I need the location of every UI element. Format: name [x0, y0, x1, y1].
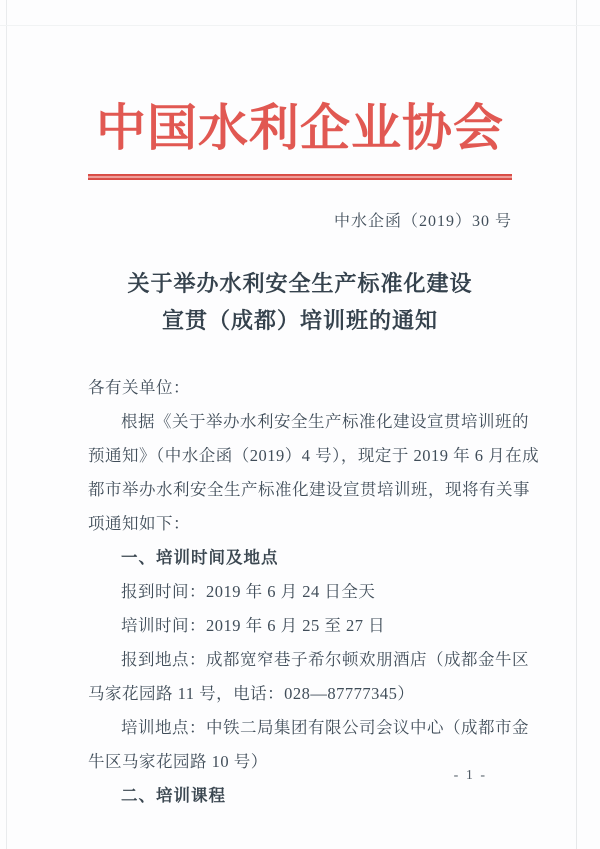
intro-paragraph-line: 预通知》（中水企函（2019）4 号），现定于 2019 年 6 月在成 [88, 446, 540, 465]
document-title-line1: 关于举办水利安全生产标准化建设 [127, 271, 473, 296]
organization-name: 中国水利企业协会 [96, 100, 504, 156]
document-body [88, 371, 540, 813]
intro-paragraph-line: 项通知如下： [88, 514, 190, 533]
scan-edge-left [6, 0, 7, 849]
detail-line-checkin-place-cont: 马家花园路 11 号，电话：028—87777345） [88, 684, 415, 703]
detail-line-training-place-cont: 牛区马家花园路 10 号） [88, 752, 268, 771]
intro-paragraph-line: 都市举办水利安全生产标准化建设宣贯培训班，现将有关事 [88, 480, 530, 499]
document-content [88, 0, 540, 813]
scan-edge-right [576, 0, 577, 849]
detail-line-training-time: 培训时间：2019 年 6 月 25 至 27 日 [121, 616, 386, 635]
section-1-heading: 一、培训时间及地点 [121, 549, 279, 567]
document-title [88, 265, 512, 339]
section-2-heading: 二、培训课程 [121, 787, 226, 805]
letterhead-divider-rule [88, 174, 512, 180]
intro-paragraph-line: 根据《关于举办水利安全生产标准化建设宣贯培训班的 [121, 412, 529, 431]
document-title-line2: 宣贯（成都）培训班的通知 [161, 308, 438, 333]
page-number: - 1 - [453, 768, 487, 783]
detail-line-checkin-time: 报到时间：2019 年 6 月 24 日全天 [121, 582, 376, 601]
salutation: 各有关单位： [88, 378, 190, 397]
document-number: 中水企函（2019）30 号 [333, 213, 512, 230]
detail-line-checkin-place: 报到地点：成都宽窄巷子希尔顿欢朋酒店（成都金牛区 [121, 650, 529, 669]
detail-line-training-place: 培训地点：中铁二局集团有限公司会议中心（成都市金 [121, 718, 529, 737]
